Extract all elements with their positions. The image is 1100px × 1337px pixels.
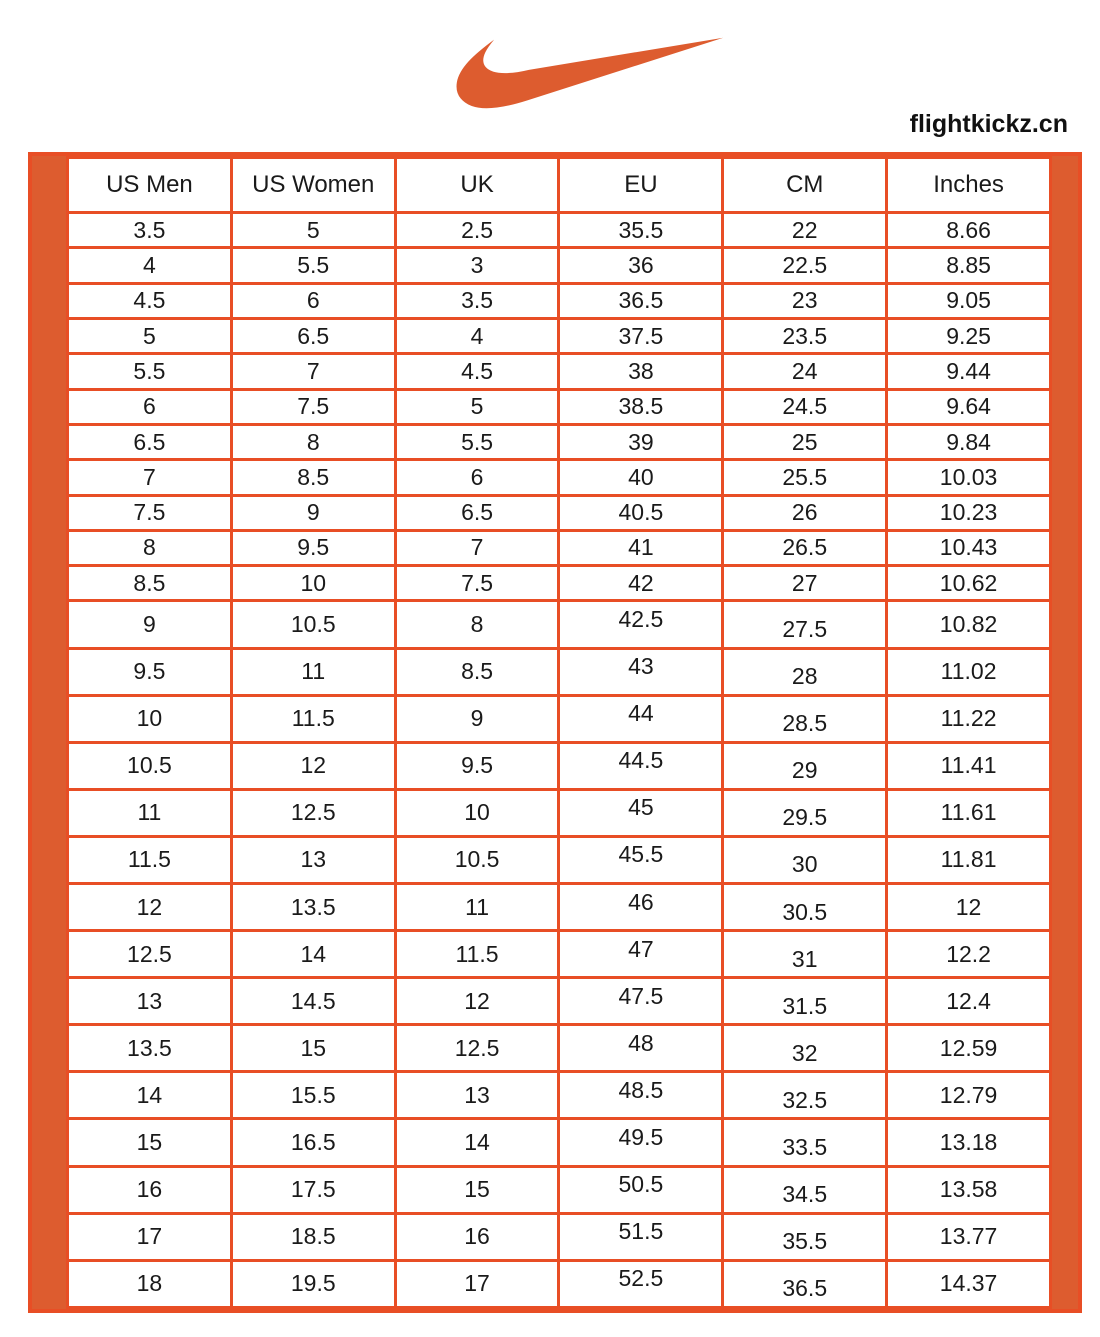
size-cell: 44.5 <box>559 742 723 789</box>
table-row <box>68 789 1051 836</box>
size-cell: 4.5 <box>68 283 232 318</box>
size-cell: 11 <box>68 789 232 836</box>
size-cell: 9.5 <box>395 742 559 789</box>
size-cell: 7 <box>395 530 559 565</box>
size-cell: 13 <box>395 1072 559 1119</box>
size-cell: 33.5 <box>723 1119 887 1166</box>
size-cell: 12 <box>887 884 1051 931</box>
size-cell: 12.5 <box>395 1025 559 1072</box>
size-cell: 10 <box>231 566 395 601</box>
size-cell: 42.5 <box>559 601 723 648</box>
size-cell: 11.5 <box>68 836 232 883</box>
table-row <box>68 424 1051 459</box>
size-table-head <box>68 158 1051 213</box>
size-cell: 14.37 <box>887 1260 1051 1307</box>
size-cell: 16 <box>68 1166 232 1213</box>
table-row <box>68 1166 1051 1213</box>
size-cell: 6.5 <box>395 495 559 530</box>
nike-swoosh-icon <box>455 26 725 120</box>
size-cell: 3 <box>395 248 559 283</box>
size-cell: 25 <box>723 424 887 459</box>
size-cell: 8.85 <box>887 248 1051 283</box>
size-cell: 32.5 <box>723 1072 887 1119</box>
table-row <box>68 601 1051 648</box>
size-cell: 27 <box>723 566 887 601</box>
size-cell: 17 <box>68 1213 232 1260</box>
size-cell: 12.5 <box>68 931 232 978</box>
size-cell: 17.5 <box>231 1166 395 1213</box>
size-cell: 11.5 <box>231 695 395 742</box>
size-cell: 6.5 <box>231 318 395 353</box>
size-cell: 45 <box>559 789 723 836</box>
size-cell: 13.18 <box>887 1119 1051 1166</box>
size-cell: 14 <box>231 931 395 978</box>
size-cell: 7 <box>68 460 232 495</box>
size-cell: 40 <box>559 460 723 495</box>
size-cell: 9 <box>68 601 232 648</box>
size-cell: 47 <box>559 931 723 978</box>
table-row <box>68 836 1051 883</box>
size-cell: 5.5 <box>231 248 395 283</box>
table-row <box>68 1213 1051 1260</box>
size-cell: 12 <box>231 742 395 789</box>
size-cell: 8.5 <box>68 566 232 601</box>
size-cell: 10 <box>68 695 232 742</box>
size-cell: 16 <box>395 1213 559 1260</box>
size-cell: 12.2 <box>887 931 1051 978</box>
header-row <box>68 158 1051 213</box>
size-cell: 29 <box>723 742 887 789</box>
size-cell: 39 <box>559 424 723 459</box>
table-row <box>68 1072 1051 1119</box>
size-cell: 4 <box>395 318 559 353</box>
size-cell: 10.82 <box>887 601 1051 648</box>
size-cell: 9.64 <box>887 389 1051 424</box>
size-cell: 9.05 <box>887 283 1051 318</box>
size-cell: 48.5 <box>559 1072 723 1119</box>
size-cell: 24 <box>723 354 887 389</box>
size-cell: 7 <box>231 354 395 389</box>
size-cell: 34.5 <box>723 1166 887 1213</box>
size-cell: 8.5 <box>231 460 395 495</box>
size-cell: 9.5 <box>231 530 395 565</box>
size-cell: 23.5 <box>723 318 887 353</box>
size-cell: 26 <box>723 495 887 530</box>
size-cell: 5.5 <box>395 424 559 459</box>
size-table-frame <box>28 152 1082 1313</box>
size-cell: 10.43 <box>887 530 1051 565</box>
size-cell: 16.5 <box>231 1119 395 1166</box>
size-cell: 4.5 <box>395 354 559 389</box>
size-cell: 13.5 <box>68 1025 232 1072</box>
size-cell: 22 <box>723 213 887 248</box>
size-cell: 24.5 <box>723 389 887 424</box>
size-cell: 12 <box>395 978 559 1025</box>
table-row <box>68 530 1051 565</box>
size-cell: 6.5 <box>68 424 232 459</box>
column-header: EU <box>559 158 723 213</box>
website-text: flightkickz.cn <box>909 110 1068 138</box>
size-cell: 3.5 <box>395 283 559 318</box>
size-cell: 19.5 <box>231 1260 395 1307</box>
size-cell: 36 <box>559 248 723 283</box>
size-cell: 11.22 <box>887 695 1051 742</box>
size-cell: 28 <box>723 648 887 695</box>
size-cell: 6 <box>395 460 559 495</box>
size-cell: 13.77 <box>887 1213 1051 1260</box>
size-cell: 14 <box>395 1119 559 1166</box>
size-cell: 42 <box>559 566 723 601</box>
size-cell: 35.5 <box>559 213 723 248</box>
size-cell: 47.5 <box>559 978 723 1025</box>
size-cell: 14 <box>68 1072 232 1119</box>
size-cell: 28.5 <box>723 695 887 742</box>
column-header: CM <box>723 158 887 213</box>
size-cell: 6 <box>68 389 232 424</box>
size-cell: 43 <box>559 648 723 695</box>
size-cell: 9.44 <box>887 354 1051 389</box>
size-cell: 29.5 <box>723 789 887 836</box>
size-cell: 22.5 <box>723 248 887 283</box>
table-row <box>68 648 1051 695</box>
size-cell: 15 <box>395 1166 559 1213</box>
table-row <box>68 978 1051 1025</box>
size-cell: 11.81 <box>887 836 1051 883</box>
size-cell: 11.5 <box>395 931 559 978</box>
column-header: US Women <box>231 158 395 213</box>
size-cell: 23 <box>723 283 887 318</box>
size-cell: 10.5 <box>68 742 232 789</box>
size-cell: 38 <box>559 354 723 389</box>
size-cell: 5 <box>231 213 395 248</box>
left-accent-bar <box>32 156 66 1309</box>
size-cell: 10.62 <box>887 566 1051 601</box>
column-header: US Men <box>68 158 232 213</box>
size-cell: 46 <box>559 884 723 931</box>
size-cell: 31 <box>723 931 887 978</box>
size-cell: 12.4 <box>887 978 1051 1025</box>
nike-swoosh-logo <box>455 26 725 120</box>
size-cell: 11.02 <box>887 648 1051 695</box>
size-cell: 18.5 <box>231 1213 395 1260</box>
size-cell: 6 <box>231 283 395 318</box>
size-cell: 7.5 <box>395 566 559 601</box>
size-cell: 30.5 <box>723 884 887 931</box>
size-cell: 45.5 <box>559 836 723 883</box>
table-row <box>68 1025 1051 1072</box>
size-cell: 8 <box>68 530 232 565</box>
size-cell: 10.03 <box>887 460 1051 495</box>
size-cell: 9 <box>231 495 395 530</box>
size-cell: 17 <box>395 1260 559 1307</box>
size-cell: 9 <box>395 695 559 742</box>
size-cell: 7.5 <box>231 389 395 424</box>
size-cell: 36.5 <box>723 1260 887 1307</box>
size-cell: 13.5 <box>231 884 395 931</box>
size-cell: 32 <box>723 1025 887 1072</box>
size-cell: 8.5 <box>395 648 559 695</box>
size-cell: 13.58 <box>887 1166 1051 1213</box>
size-cell: 2.5 <box>395 213 559 248</box>
table-row <box>68 283 1051 318</box>
size-cell: 38.5 <box>559 389 723 424</box>
size-cell: 10.5 <box>231 601 395 648</box>
size-cell: 15 <box>231 1025 395 1072</box>
size-cell: 44 <box>559 695 723 742</box>
size-cell: 4 <box>68 248 232 283</box>
table-row <box>68 389 1051 424</box>
size-cell: 37.5 <box>559 318 723 353</box>
table-row <box>68 460 1051 495</box>
size-cell: 36.5 <box>559 283 723 318</box>
table-row <box>68 354 1051 389</box>
table-row <box>68 931 1051 978</box>
size-cell: 26.5 <box>723 530 887 565</box>
size-cell: 10.5 <box>395 836 559 883</box>
right-accent-bar <box>1052 156 1078 1309</box>
size-cell: 30 <box>723 836 887 883</box>
table-row <box>68 566 1051 601</box>
size-cell: 11 <box>395 884 559 931</box>
size-cell: 11.41 <box>887 742 1051 789</box>
column-header: UK <box>395 158 559 213</box>
size-cell: 48 <box>559 1025 723 1072</box>
size-cell: 49.5 <box>559 1119 723 1166</box>
table-row <box>68 695 1051 742</box>
size-cell: 12.5 <box>231 789 395 836</box>
size-cell: 35.5 <box>723 1213 887 1260</box>
size-cell: 9.25 <box>887 318 1051 353</box>
size-cell: 31.5 <box>723 978 887 1025</box>
size-cell: 15.5 <box>231 1072 395 1119</box>
size-cell: 8 <box>231 424 395 459</box>
column-header: Inches <box>887 158 1051 213</box>
size-cell: 3.5 <box>68 213 232 248</box>
size-cell: 51.5 <box>559 1213 723 1260</box>
size-cell: 12.59 <box>887 1025 1051 1072</box>
size-conversion-table <box>66 156 1052 1309</box>
size-cell: 7.5 <box>68 495 232 530</box>
size-cell: 25.5 <box>723 460 887 495</box>
size-cell: 8.66 <box>887 213 1051 248</box>
size-cell: 12 <box>68 884 232 931</box>
size-cell: 27.5 <box>723 601 887 648</box>
table-row <box>68 318 1051 353</box>
table-row <box>68 248 1051 283</box>
size-cell: 9.5 <box>68 648 232 695</box>
size-cell: 5 <box>68 318 232 353</box>
table-row <box>68 1260 1051 1307</box>
size-cell: 11.61 <box>887 789 1051 836</box>
size-cell: 13 <box>68 978 232 1025</box>
size-cell: 12.79 <box>887 1072 1051 1119</box>
size-cell: 10 <box>395 789 559 836</box>
size-cell: 18 <box>68 1260 232 1307</box>
size-cell: 11 <box>231 648 395 695</box>
table-row <box>68 213 1051 248</box>
size-cell: 40.5 <box>559 495 723 530</box>
size-cell: 50.5 <box>559 1166 723 1213</box>
size-cell: 41 <box>559 530 723 565</box>
size-cell: 10.23 <box>887 495 1051 530</box>
table-row <box>68 1119 1051 1166</box>
size-cell: 5.5 <box>68 354 232 389</box>
size-cell: 52.5 <box>559 1260 723 1307</box>
size-cell: 13 <box>231 836 395 883</box>
size-cell: 9.84 <box>887 424 1051 459</box>
table-row <box>68 884 1051 931</box>
size-cell: 5 <box>395 389 559 424</box>
size-cell: 15 <box>68 1119 232 1166</box>
size-cell: 8 <box>395 601 559 648</box>
table-row <box>68 742 1051 789</box>
size-cell: 14.5 <box>231 978 395 1025</box>
size-table-body <box>68 213 1051 1308</box>
table-row <box>68 495 1051 530</box>
